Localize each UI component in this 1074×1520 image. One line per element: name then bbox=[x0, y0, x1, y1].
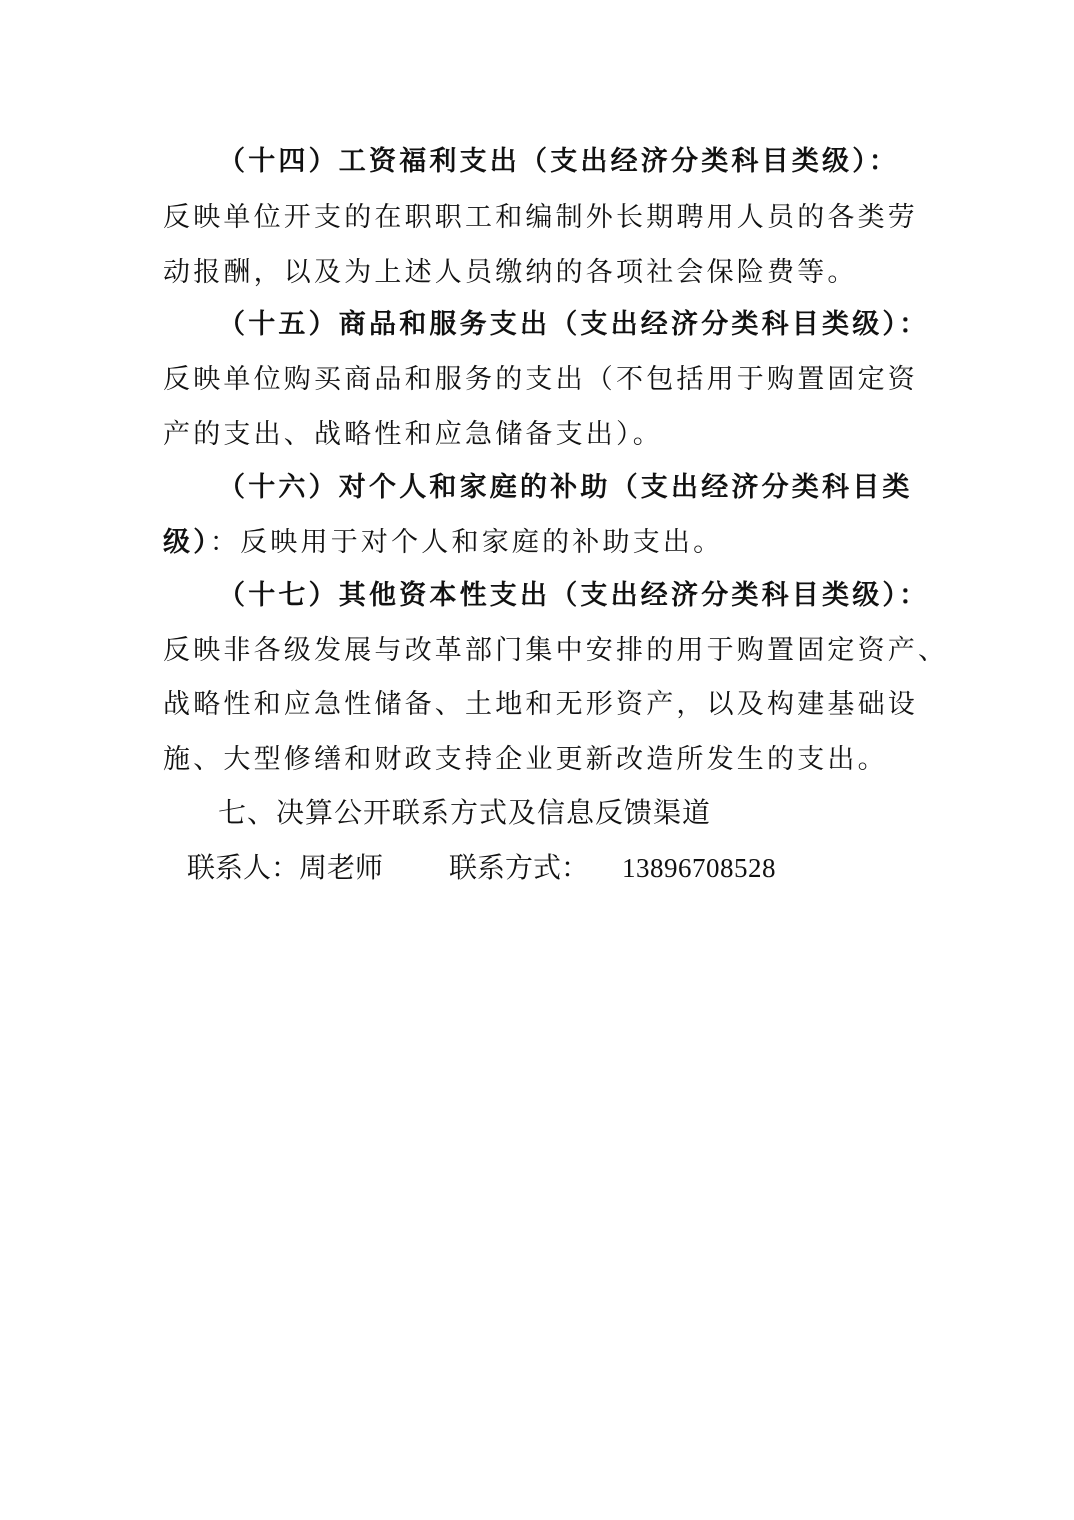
item-17-body-line-3: 施、大型修缮和财政支持企业更新改造所发生的支出。 bbox=[163, 744, 888, 775]
item-14-body-line-2: 动报酬，以及为上述人员缴纳的各项社会保险费等。 bbox=[163, 257, 858, 288]
contact-phone: 13896708528 bbox=[622, 853, 776, 883]
contact-person bbox=[187, 841, 383, 895]
item-15-body-line-1: 反映单位购买商品和服务的支出（不包括用于购置固定资 bbox=[163, 364, 918, 395]
item-15-heading: （十五）商品和服务支出（支出经济分类科目类级）： bbox=[218, 309, 930, 340]
item-14-body-line-1: 反映单位开支的在职职工和编制外长期聘用人员的各类劳 bbox=[163, 202, 918, 233]
contact-person-name: 周老师 bbox=[299, 851, 384, 884]
item-17-body-line-1: 反映非各级发展与改革部门集中安排的用于购置固定资产、 bbox=[163, 635, 949, 666]
item-16-body-text: ：反映用于对个人和家庭的补助支出。 bbox=[209, 527, 724, 558]
item-16-body-line-1 bbox=[163, 516, 943, 570]
contact-person-label: 联系人： bbox=[187, 851, 300, 884]
item-17-heading: （十七）其他资本性支出（支出经济分类科目类级）： bbox=[218, 580, 930, 611]
item-14-heading: （十四）工资福利支出（支出经济分类科目类级）： bbox=[218, 146, 900, 177]
item-15-body-line-2: 产的支出、战略性和应急储备支出）。 bbox=[163, 419, 663, 450]
contact-method-label: 联系方式： bbox=[449, 851, 590, 884]
item-17-body-line-2: 战略性和应急性储备、土地和无形资产，以及构建基础设 bbox=[163, 689, 918, 720]
item-16-heading: （十六）对个人和家庭的补助（支出经济分类科目类 bbox=[218, 472, 913, 503]
section-7-title: 七、决算公开联系方式及信息反馈渠道 bbox=[218, 796, 712, 829]
item-16-heading-end: 级） bbox=[163, 527, 210, 558]
